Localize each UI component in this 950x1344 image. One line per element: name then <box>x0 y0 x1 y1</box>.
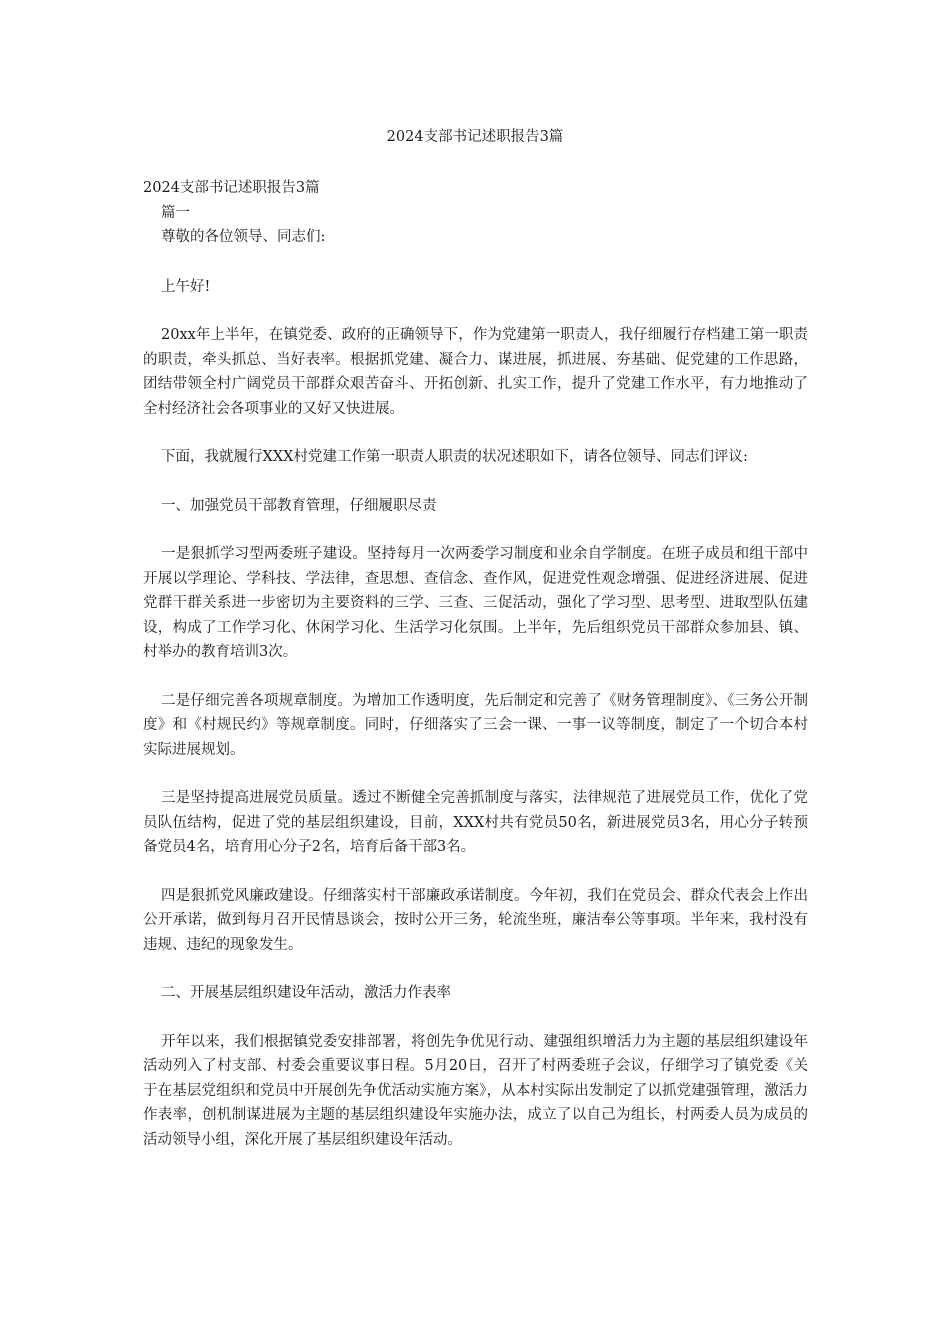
paragraph-point-1: 一是狠抓学习型两委班子建设。坚持每月一次两委学习制度和业余自学制度。在班子成员和组干部中开展以学理论、学科技、学法律，查思想、查信念、查作风，促进党性观念增强、促进经济进展、促进党群干群关系进一步密切为主要资料的三学、三查、三促活动，强化了学习型、思考型、进取型队伍建设，构成了工作学习化、休闲学习化、生活学习化氛围。上半年，先后组织党员干部群众参加县、镇、村举办的教育培训3次。 <box>143 546 808 660</box>
paragraph-org-building: 开年以来，我们根据镇党委安排部署，将创先争优见行动、建强组织增活力为主题的基层组织建设年活动列入了村支部、村委会重要议事日程。5月20日，召开了村两委班子会议，仔细学习了镇党委《关于在基层党组织和党员中开展创先争优活动实施方案》，从本村实际出发制定了以抓党建强管理，激活力作表率，创机制谋进展为主题的基层组织建设年实施办法，成立了以自己为组长，村两委人员为成员的活动领导小组，深化开展了基层组织建设年活动。 <box>143 1033 808 1148</box>
paragraph-point-2: 二是仔细完善各项规章制度。为增加工作透明度，先后制定和完善了《财务管理制度》、《三务公开制度》和《村规民约》等规章制度。同时，仔细落实了三会一课、一事一议等制度，制定了一个切合本村实际进展规划。 <box>143 692 808 758</box>
document-body <box>143 176 808 1152</box>
salutation: 上午好! <box>161 278 211 295</box>
document-subtitle: 2024支部书记述职报告3篇 <box>143 180 320 196</box>
paragraph-report-lead: 下面，我就履行XXX村党建工作第一职责人职责的状况述职如下，请各位领导、同志们评议: <box>161 449 748 465</box>
paragraph-intro: 20xx年上半年，在镇党委、政府的正确领导下，作为党建第一职责人，我仔细履行存档建工第一职责的职责，牵头抓总、当好表率。根据抓党建、凝合力、谋进展，抓进展、夯基础、促党建的工作思路，团结带领全村广阔党员干部群众艰苦奋斗、开拓创新、扎实工作，提升了党建工作水平，有力地推动了全村经济社会各项事业的又好又快进展。 <box>143 327 808 417</box>
document-title: 2024支部书记述职报告3篇 <box>386 129 564 145</box>
section-heading-2: 二、开展基层组织建设年活动，激活力作表率 <box>161 985 451 1001</box>
greeting: 尊敬的各位领导、同志们: <box>161 229 326 245</box>
paragraph-point-4: 四是狠抓党风廉政建设。仔细落实村干部廉政承诺制度。今年初，我们在党员会、群众代表会上作出公开承诺，做到每月召开民情恳谈会，按时公开三务，轮流坐班，廉洁奉公等事项。半年来，我村没有违规、违纪的现象发生。 <box>143 887 808 953</box>
section-label: 篇一 <box>161 204 190 221</box>
section-heading-1: 一、加强党员干部教育管理，仔细履职尽责 <box>161 497 437 514</box>
paragraph-point-3: 三是坚持提高进展党员质量。透过不断健全完善抓制度与落实，法律规范了进展党员工作，优化了党员队伍结构，促进了党的基层组织建设，目前，XXX村共有党员50名，新进展党员3名，用心分子转预备党员4名，培育用心分子2名，培育后备干部3名。 <box>143 790 808 855</box>
